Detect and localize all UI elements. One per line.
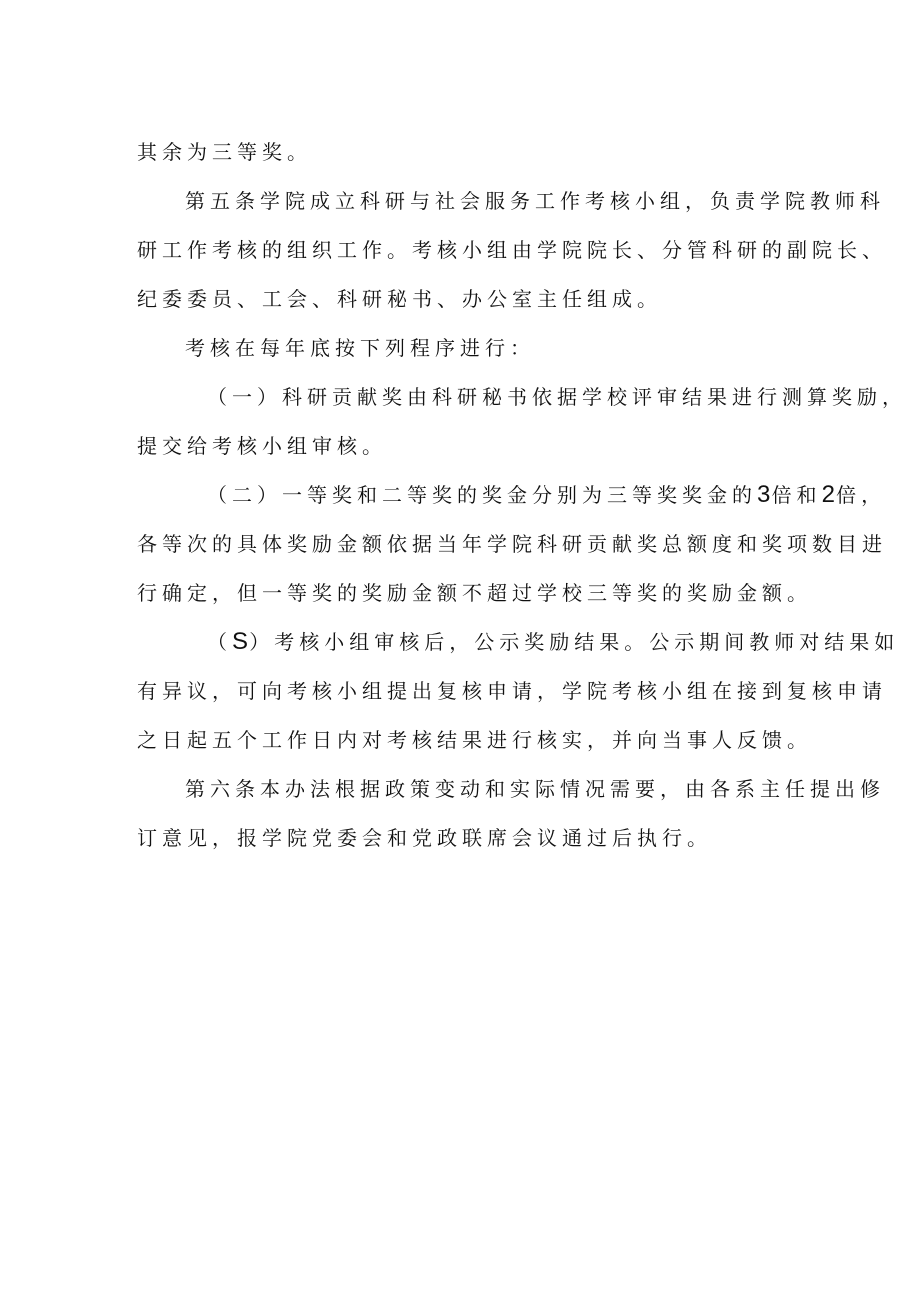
line-text: 行确定，但一等奖的奖励金额不超过学校三等奖的奖励金额。: [137, 581, 812, 605]
line-text: 倍，: [836, 483, 887, 507]
procedure-2-line-3: [137, 577, 812, 609]
article-six-line-1: [185, 773, 885, 805]
line-text: （一）科研贡献奖由科研秘书依据学校评审结果进行测算奖励，: [207, 385, 907, 409]
line-text: 有异议，可向考核小组提出复核申请，学院考核小组在接到复核申请: [137, 679, 887, 703]
line-text: 提交给考核小组审核。: [137, 434, 387, 458]
line-text: 各等次的具体奖励金额依据当年学院科研贡献奖总额度和奖项数目进: [137, 532, 887, 556]
procedure-2-line-1: [207, 479, 886, 511]
line-text: 纪委委员、工会、科研秘书、办公室主任组成。: [137, 287, 662, 311]
line-text: 倍和: [771, 483, 822, 507]
procedure-2-line-2: [137, 528, 887, 560]
line-text: 其余为三等奖。: [137, 140, 312, 164]
procedure-3-marker: S: [232, 628, 250, 655]
line-text: 研工作考核的组织工作。考核小组由学院院长、分管科研的副院长、: [137, 238, 887, 262]
procedure-intro: [185, 332, 535, 364]
article-five-line-3: [137, 283, 662, 315]
line-text: 考核在每年底按下列程序进行：: [185, 336, 535, 360]
line-text: 之日起五个工作日内对考核结果进行核实，并向当事人反馈。: [137, 728, 812, 752]
procedure-3-line-1: [207, 626, 899, 658]
procedure-1-line-1: [207, 381, 907, 413]
line-text: 第六条本办法根据政策变动和实际情况需要，由各系主任提出修: [185, 777, 885, 801]
procedure-1-line-2: [137, 430, 387, 462]
line-text: ）考核小组审核后，公示奖励结果。公示期间教师对结果如: [249, 630, 900, 654]
line-text: （: [207, 630, 232, 654]
article-five-line-1: [185, 185, 885, 217]
article-six-line-2: [137, 822, 712, 854]
multiplier-3: 3: [757, 481, 772, 508]
article-five-line-2: [137, 234, 887, 266]
line-text: （二）一等奖和二等奖的奖金分别为三等奖奖金的: [207, 483, 757, 507]
procedure-3-line-3: [137, 724, 812, 756]
text-line-1: [137, 136, 312, 168]
line-text: 订意见，报学院党委会和党政联席会议通过后执行。: [137, 826, 712, 850]
multiplier-2: 2: [821, 481, 837, 508]
procedure-3-line-2: [137, 675, 887, 707]
line-text: 第五条学院成立科研与社会服务工作考核小组，负责学院教师科: [185, 189, 885, 213]
